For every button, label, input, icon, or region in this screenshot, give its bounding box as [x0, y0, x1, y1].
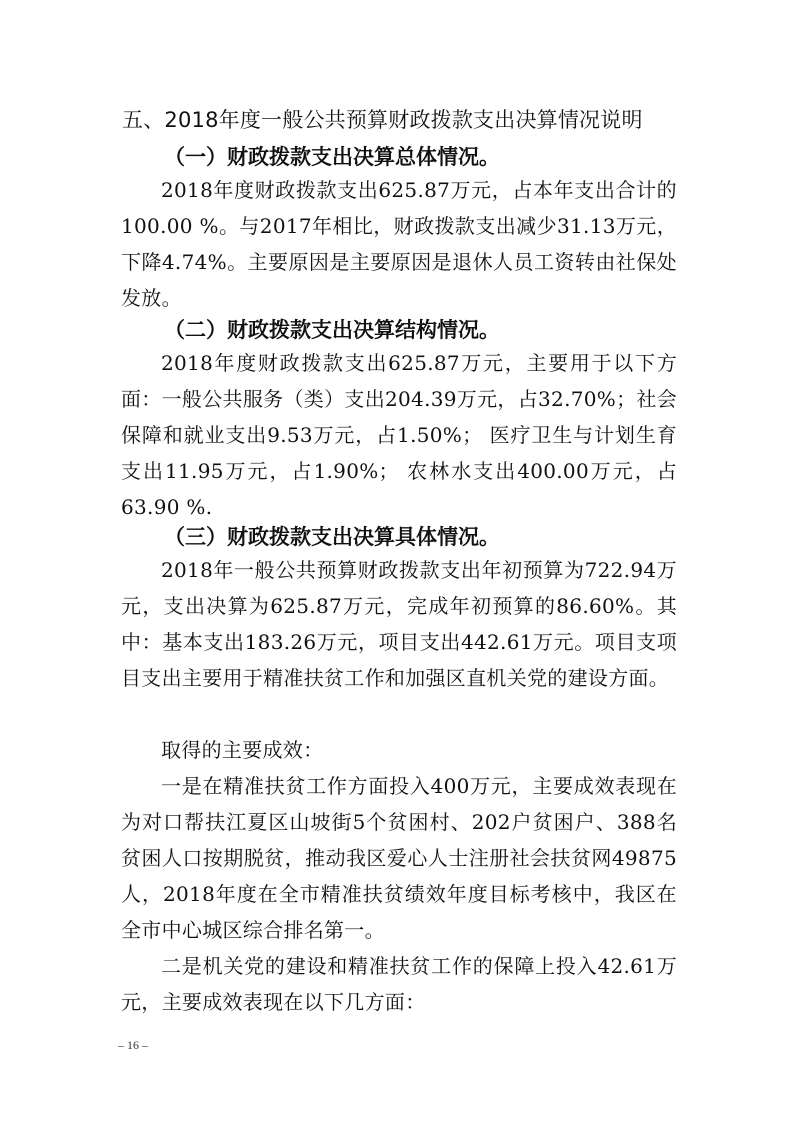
paragraph-structure: 2018年度财政拨款支出625.87万元，主要用于以下方面：一般公共服务（类）支出204.39万元，占32.70%；社会保障和就业支出9.53万元，占1.50%； 医疗卫生与计划生育支出11.95万元，占1.90%； 农林水支出400.00万元，占63.90 %.: [121, 351, 677, 519]
paragraph-achievement-2: 二是机关党的建设和精准扶贫工作的保障上投入42.61万元，主要成效表现在以下几方面：: [121, 954, 677, 1014]
section-heading: 五、2018年度一般公共预算财政拨款支出决算情况说明: [122, 108, 643, 132]
subsection-title-3: （三）财政拨款支出决算具体情况。: [164, 525, 500, 549]
paragraph-achievements-intro: 取得的主要成效：: [161, 738, 324, 762]
subsection-title-1: （一）财政拨款支出决算总体情况。: [164, 145, 500, 169]
paragraph-achievement-1: 一是在精准扶贫工作方面投入400万元，主要成效表现在为对口帮扶江夏区山坡街5个贫困村、202户贫困户、388名贫困人口按期脱贫，推动我区爱心人士注册社会扶贫网49875人，2018年度在全市精准扶贫绩效年度目标考核中，我区在全市中心城区综合排名第一。: [121, 774, 677, 942]
subsection-title-2: （二）财政拨款支出决算结构情况。: [164, 318, 500, 342]
page-number: – 16 –: [118, 1038, 148, 1052]
paragraph-overall: 2018年度财政拨款支出625.87万元，占本年支出合计的100.00 %。与2017年相比，财政拨款支出减少31.13万元，下降4.74%。主要原因是主要原因是退休人员工资转由社保处发放。: [121, 178, 677, 310]
paragraph-details: 2018年一般公共预算财政拨款支出年初预算为722.94万元，支出决算为625.87万元，完成年初预算的86.60%。其中：基本支出183.26万元，项目支出442.61万元。项目支项目支出主要用于精准扶贫工作和加强区直机关党的建设方面。: [121, 558, 677, 690]
